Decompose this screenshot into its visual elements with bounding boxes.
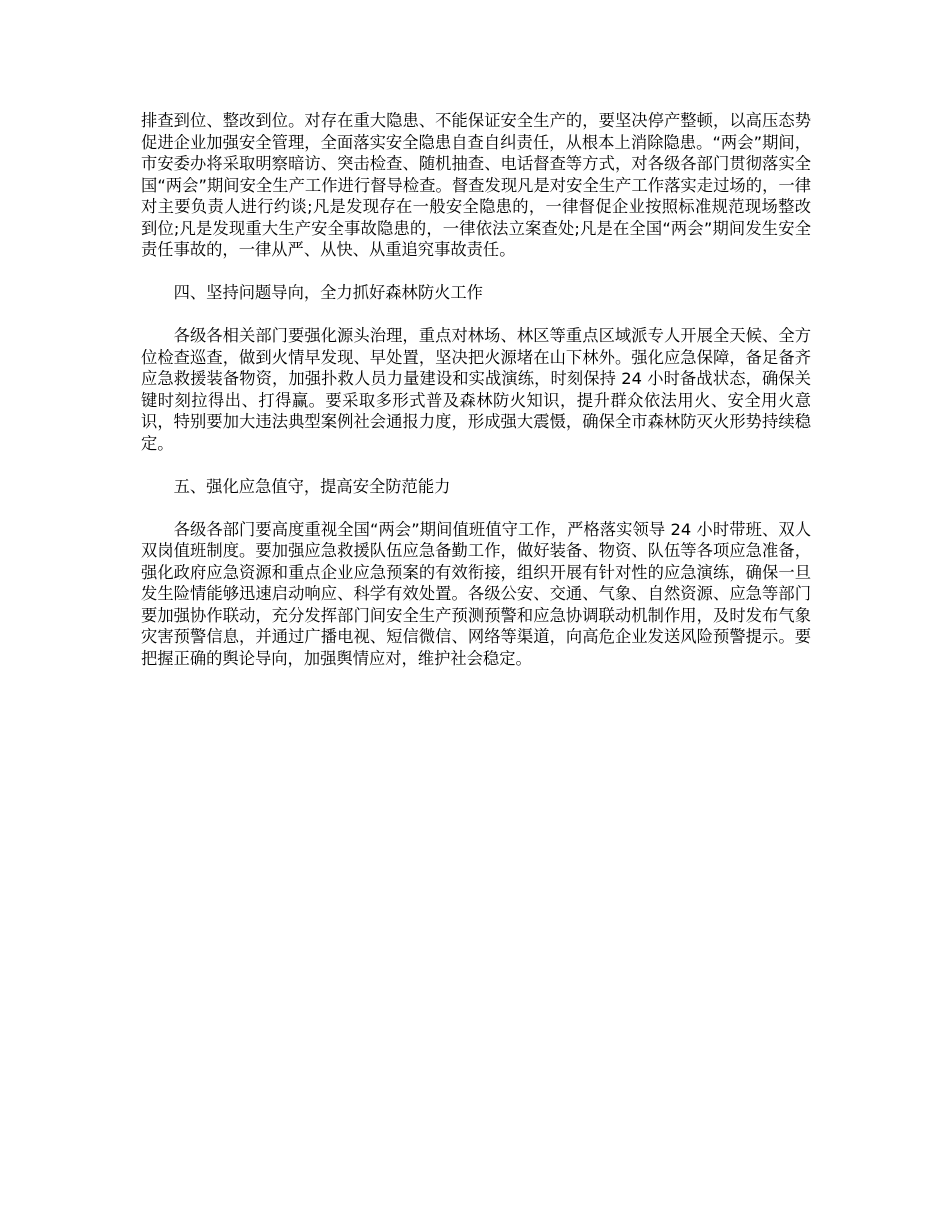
document-page <box>141 110 811 669</box>
paragraph-gap <box>141 497 811 519</box>
section-heading-forest-fire: 四、坚持问题导向，全力抓好森林防火工作 <box>173 283 483 302</box>
paragraph-gap <box>141 261 811 283</box>
paragraph-gap <box>141 304 811 326</box>
paragraph-gap <box>141 454 811 476</box>
paragraph-forest-fire: 各级各相关部门要强化源头治理，重点对林场、林区等重点区域派专人开展全天候、全方位检查巡查，做到火情早发现、早处置，坚决把火源堵在山下林外。强化应急保障，备足备齐应急救援装备物资，加强扑救人员力量建设和实战演练，时刻保持 24 小时备战状态，确保关键时刻拉得出、打得赢。要采取多形式普及森林防火知识，提升群众依法用火、安全用火意识，特别要加大违法典型案例社会通报力度，形成强大震慑，确保全市森林防灭火形势持续稳定。 <box>141 326 811 453</box>
paragraph-emergency-duty: 各级各部门要高度重视全国“两会”期间值班值守工作，严格落实领导 24 小时带班、双人双岗值班制度。要加强应急救援队伍应急备勤工作，做好装备、物资、队伍等各项应急准备，强化政府应急资源和重点企业应急预案的有效衔接，组织开展有针对性的应急演练，确保一旦发生险情能够迅速启动响应、科学有效处置。各级公安、交通、气象、自然资源、应急等部门要加强协作联动，充分发挥部门间安全生产预测预警和应急协调联动机制作用，及时发布气象灾害预警信息，并通过广播电视、短信微信、网络等渠道，向高危企业发送风险预警提示。要把握正确的舆论导向，加强舆情应对，维护社会稳定。 <box>141 519 811 668</box>
paragraph-inspection: 排查到位、整改到位。对存在重大隐患、不能保证安全生产的，要坚决停产整顿，以高压态势促进企业加强安全管理，全面落实安全隐患自查自纠责任，从根本上消除隐患。“两会”期间，市安委办将采取明察暗访、突击检查、随机抽查、电话督查等方式，对各级各部门贯彻落实全国“两会”期间安全生产工作进行督导检查。督查发现凡是对安全生产工作落实走过场的，一律对主要负责人进行约谈;凡是发现存在一般安全隐患的，一律督促企业按照标准规范现场整改到位;凡是发现重大生产安全事故隐患的，一律依法立案查处;凡是在全国“两会”期间发生安全责任事故的，一律从严、从快、从重追究事故责任。 <box>141 111 811 259</box>
section-heading-emergency-duty: 五、强化应急值守，提高安全防范能力 <box>173 476 451 496</box>
